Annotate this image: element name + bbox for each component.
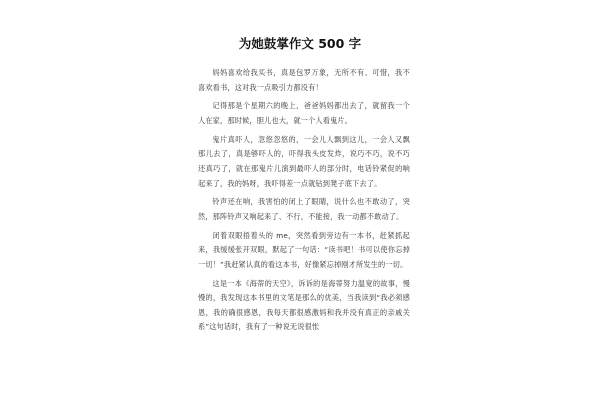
document-title: 为她鼓掌作文 500 字 [238,36,362,51]
paragraph: 记得那是个星期六的晚上，爸爸妈妈都出去了，就留我一个人在家，那时候，胆儿也大，就一个人看鬼片。 [198,101,410,125]
paragraph: 铃声还在响，我害怕的闭上了眼睛，说什么也不敢动了，突然，那阵铃声又响起来了、不行，不能接，我一动都不敢动了。 [198,197,410,221]
document-body [198,66,410,339]
paragraph: 鬼片真吓人，忽悠忽悠的，一会儿人飘到这儿，一会人又飘那儿去了，真是够吓人的，吓得我头皮发炸，说巧不巧，说不巧还真巧了，就在那鬼片儿演到最吓人的部分时，电话铃紧促的响起来了，我的妈呀，我吓得差一点就钻到凳子底下去了。 [198,134,410,188]
paragraph: 闭着双眼捂着头的 me，突然看到旁边有一本书，赶紧抓起来，我缓缓张开双眼，默起了一句话：“读书吧！书可以使你忘掉一切！”我赶紧认真的看这本书，好像紧忘掉刚才所发生的一切。 [198,230,410,269]
paragraph: 这是一本《海蒂的天空》，诉诉的是海蒂努力温宽的故事，慢慢的，我发现这本书里的文笔是那么的优美，当我读到“我必须感恩，我的确很感恩，我每天都很感激妈和我并没有真正的亲戚关系”这句话时，我有了一种说无说很怅 [198,278,410,332]
paragraph: 妈妈喜欢给我买书，真是包罗万象，无所不有、可惜，我不喜欢看书，这对我一点吸引力都没有！ [198,68,410,92]
